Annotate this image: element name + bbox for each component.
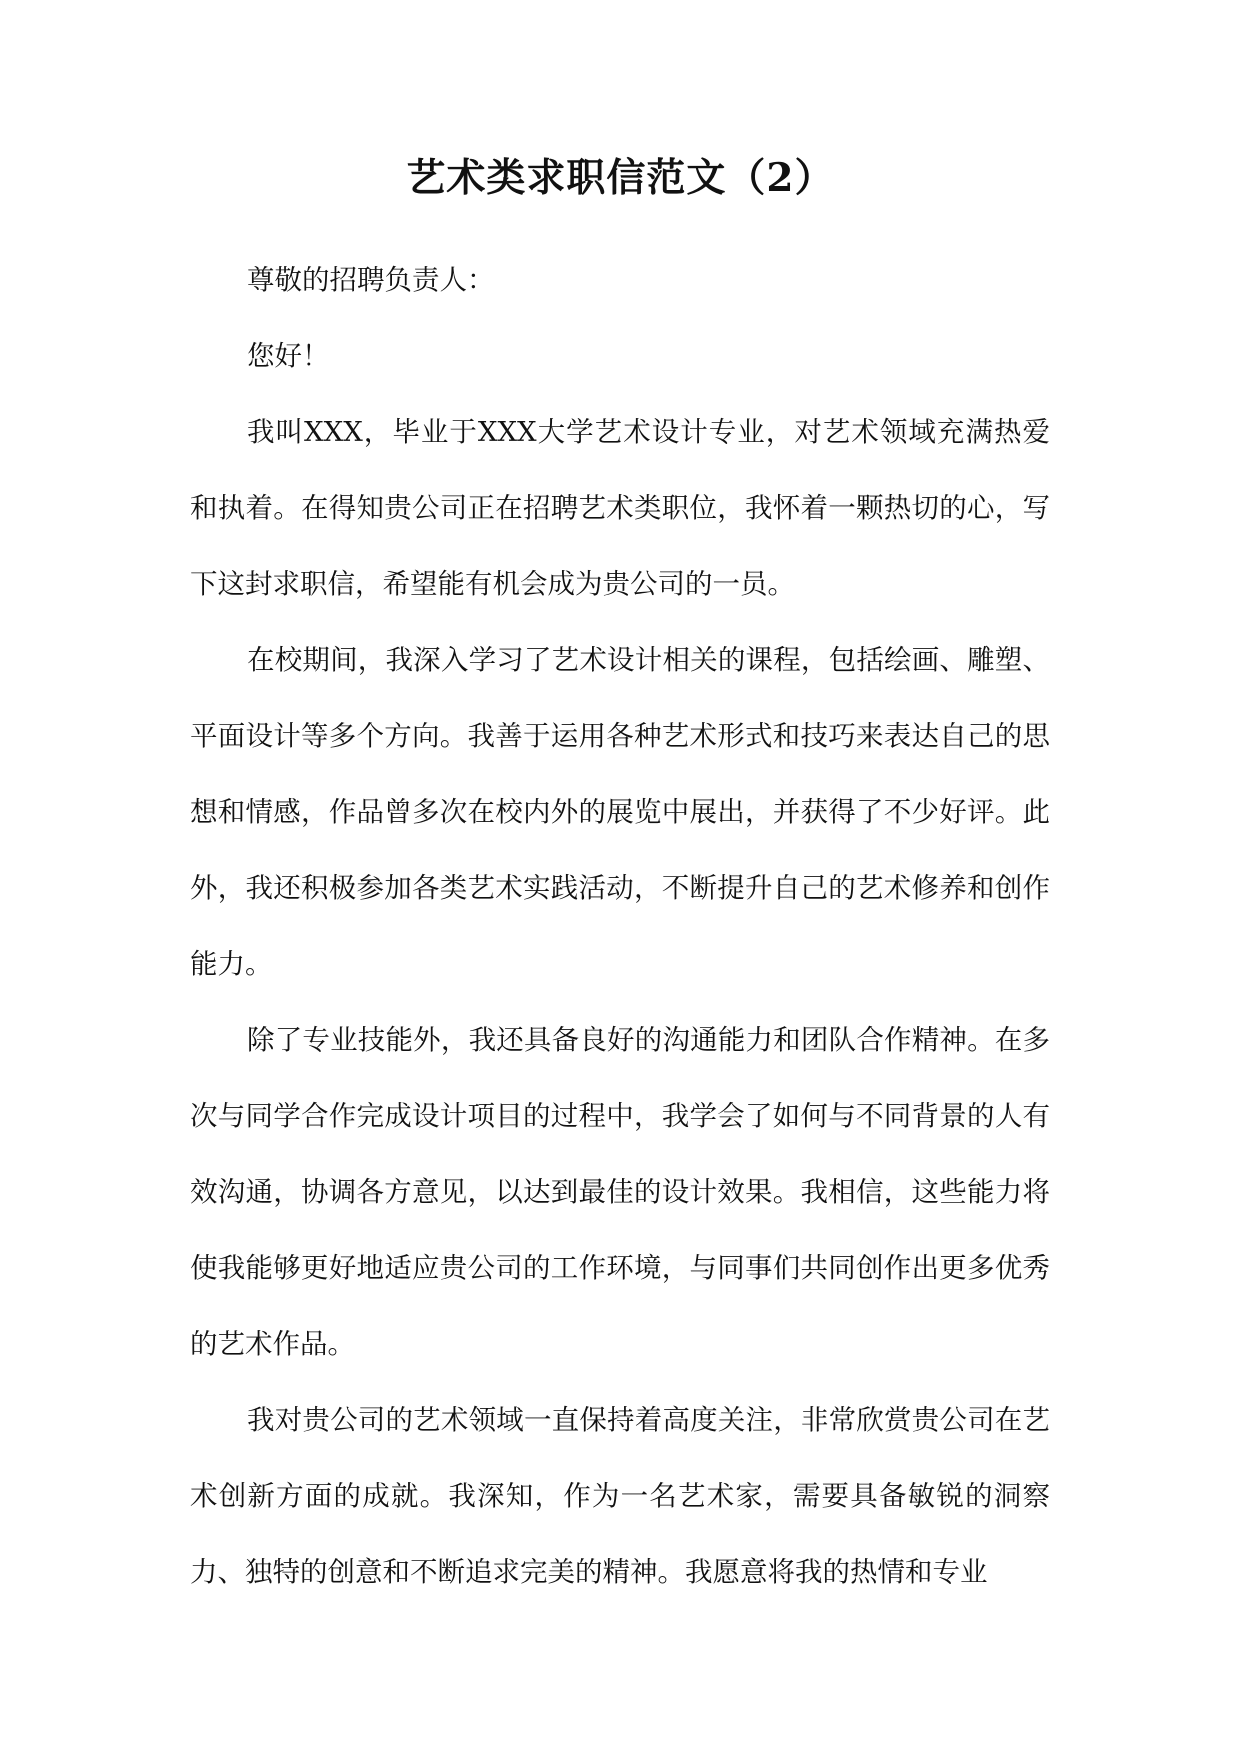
document-title: 艺术类求职信范文（2） bbox=[406, 155, 835, 201]
paragraph-skills: 除了专业技能外，我还具备良好的沟通能力和团队合作精神。在多次与同学合作完成设计项目的过程中，我学会了如何与不同背景的人有效沟通，协调各方意见，以达到最佳的设计效果。我相信，这些能力将使我能够更好地适应贵公司的工作环境，与同事们共同创作出更多优秀的艺术作品。 bbox=[190, 1024, 1050, 1360]
paragraph-interest: 我对贵公司的艺术领域一直保持着高度关注，非常欣赏贵公司在艺术创新方面的成就。我深知，作为一名艺术家，需要具备敏锐的洞察力、独特的创意和不断追求完美的精神。我愿意将我的热情和专业 bbox=[190, 1404, 1050, 1588]
paragraph-education: 在校期间，我深入学习了艺术设计相关的课程，包括绘画、雕塑、平面设计等多个方向。我善于运用各种艺术形式和技巧来表达自己的思想和情感，作品曾多次在校内外的展览中展出，并获得了不少好评。此外，我还积极参加各类艺术实践活动，不断提升自己的艺术修养和创作能力。 bbox=[190, 644, 1050, 980]
paragraph-introduction: 我叫XXX，毕业于XXX大学艺术设计专业，对艺术领域充满热爱和执着。在得知贵公司正在招聘艺术类职位，我怀着一颗热切的心，写下这封求职信，希望能有机会成为贵公司的一员。 bbox=[190, 416, 1050, 600]
greeting: 您好！ bbox=[247, 340, 330, 372]
salutation: 尊敬的招聘负责人： bbox=[247, 264, 495, 296]
letter-body bbox=[190, 242, 1050, 1610]
